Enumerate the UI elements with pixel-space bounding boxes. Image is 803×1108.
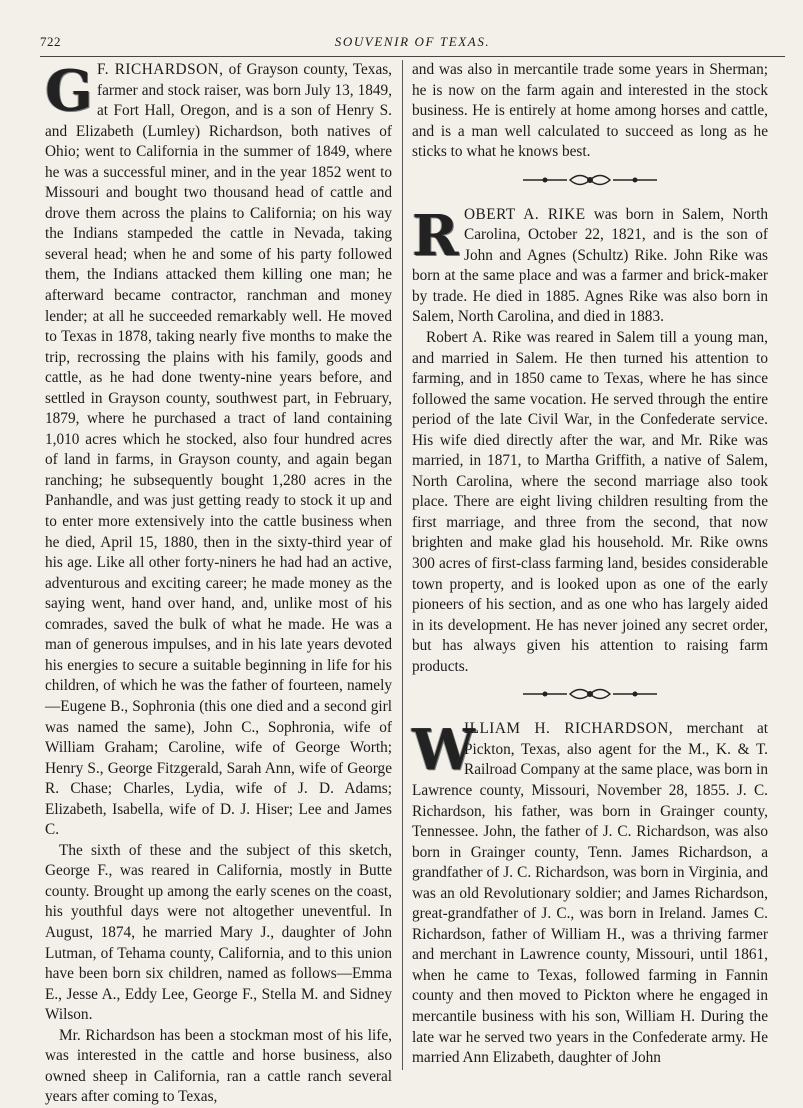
running-title: SOUVENIR OF TEXAS. [334, 34, 491, 49]
drop-cap: R [412, 202, 459, 269]
article-william-richardson [412, 719, 768, 1068]
column-divider [402, 60, 403, 1070]
article-lead: OBERT A. RIKE [464, 205, 586, 223]
article-lead: ILLIAM H. RICHARDSON, [464, 720, 674, 738]
article-paragraph: Mr. Richardson has been a stockman most of his life, was interested in the cattle and horse business, also owned sheep in California, ran a cattle ranch several years after coming to Texas, [45, 1026, 392, 1106]
drop-cap: G [45, 58, 93, 124]
article-paragraph: and was also in mercantile trade some years in Sherman; he is now on the farm again and interested in the stock business. He is entirely at home among horses and cattle, and is a man well calculated to succeed as long as he sticks to what he knows best. [412, 61, 768, 161]
article-paragraph: Robert A. Rike was reared in Salem till a young man, and married in Salem. He then turned his attention to farming, and in 1850 came to Texas, where he has since followed the same vocation. He served through the entire period of the late Civil War, in the Confederate service. His wife died directly after the war, and Mr. Rike was married, in 1871, to Martha Griffith, a native of Salem, North Carolina, where the second marriage also took place. There are eight living children resulting from the first marriage, and three from the second, that now brighten and make glad his household. Mr. Rike owns 300 acres of first-class farming land, besides considerable town property, and is looked upon as one of the early pioneers of his section, and as one who has largely aided in its development. He has never joined any secret order, but has always given his attention to raising farm products. [412, 329, 768, 675]
drop-cap: W [412, 717, 475, 784]
left-column [45, 60, 392, 1108]
header-rule [40, 56, 785, 57]
section-ornament [412, 169, 768, 193]
paragraph-text: merchant at Pickton, Texas, also agent for the M., K. & T. Railroad Company at the same place, was born in Lawrence county, Missouri, November 28, 1855. J. C. Richardson, his father, was born in Grainger county, Tennessee. John, the father of J. C. Richardson, was also born in Grainger county, Tenn. James Richardson, a grandfather of J. C. Richardson, was born in Virginia, and was an old Revolutionary soldier; and James Richardson, great-grandfather of J. C., was born in Ireland. James C. Richardson, father of William H., was a thriving farmer and merchant in Lawrence county, Missouri, until 1861, when he came to Texas, followed farming in Fannin county and then moved to Pickton where he engaged in mercantile business with his son, William H. During the late war he served two years in the Confederate army. He married Ann Elizabeth, daughter of John [412, 720, 768, 1067]
article-paragraph: The sixth of these and the subject of this sketch, George F., was reared in California, mostly in Butte county. Brought up among the early scenes on the coast, his youthful days were not altogether uneventful. In August, 1874, he married Mary J., daughter of John Lutman, of Tehama county, California, and to this union have been born six children, named as follows—Emma E., Jesse A., Eddy Lee, George F., Stella M. and Sidney Wilson. [45, 841, 392, 1024]
paragraph-text: was born in Salem, North Carolina, October 22, 1821, and is the son of John and Agnes (Schultz) Rike. John Rike was born at the same place and was a farmer and brick-maker by trade. He died in 1885. Agnes Rike was also born in Salem, North Carolina, and died in 1883. [412, 205, 768, 326]
article-robert-rike [412, 202, 768, 678]
article-paragraph [45, 60, 392, 841]
article-george-richardson [45, 60, 392, 1108]
paragraph-text: of Grayson county, Texas, farmer and stock raiser, was born July 13, 1849, at Fort Hall, Oregon, and is a son of Henry S. and Elizabeth (Lumley) Richardson, both natives of Ohio; went to California in the summer of 1849, where he was a successful miner, and in the year 1852 went to Missouri and bought two thousand head of cattle and drove them across the plains to California; on his way the Indians stampeded the cattle in Nevada, taking several head; when he and some of his party followed them, the Indians attacked them killing one man; he afterward became contractor, ranchman and money lender; at all he succeeded remarkably well. He moved to Texas in 1878, taking nearly five months to make the trip, recrossing the plains with his family, goods and cattle, as he had done twenty-nine years before, and settled in Grayson county, southwest part, in February, 1879, where he purchased a tract of land containing 1,010 acres which he stocked, also four hundred acres of land in farms, in Grayson county, and again began ranching; he subsequently bought 1,280 acres in the Panhandle, and was just getting ready to stock it up and to enter more extensively into the cattle business when he died, April 15, 1880, then in the sixty-third year of his age. Like all other forty-niners he had had an active, adventurous and exciting career; he made money as the saying went, hand over hand, and, unlike most of his comrades, saved the bulk of what he made. He was a man of generous impulses, and in his late years devoted his energies to secure a suitable beginning in life for his children, of which he was the father of fourteen, namely—Eugene B., Sophronia (this one died and a second girl was named the same), John C., Sophronia, wife of William Graham; Caroline, wife of George Worth; Henry S., George Fitzgerald, Sarah Ann, wife of George R. Chase; Charles, Lydia, wife of J. D. Adams; Elizabeth, Isabella, wife of D. J. Hiser; Lee and James C. [45, 61, 393, 839]
ornament-divider-icon [515, 683, 665, 705]
ornament-divider-icon [515, 169, 665, 191]
article-paragraph [412, 202, 768, 328]
page-header [40, 34, 785, 52]
article-paragraph [412, 719, 768, 1068]
section-ornament [412, 683, 768, 707]
page-number: 722 [40, 34, 61, 49]
article-lead: F. RICHARDSON, [97, 61, 224, 78]
article-george-richardson-continued [412, 60, 768, 163]
right-column [412, 60, 768, 1069]
